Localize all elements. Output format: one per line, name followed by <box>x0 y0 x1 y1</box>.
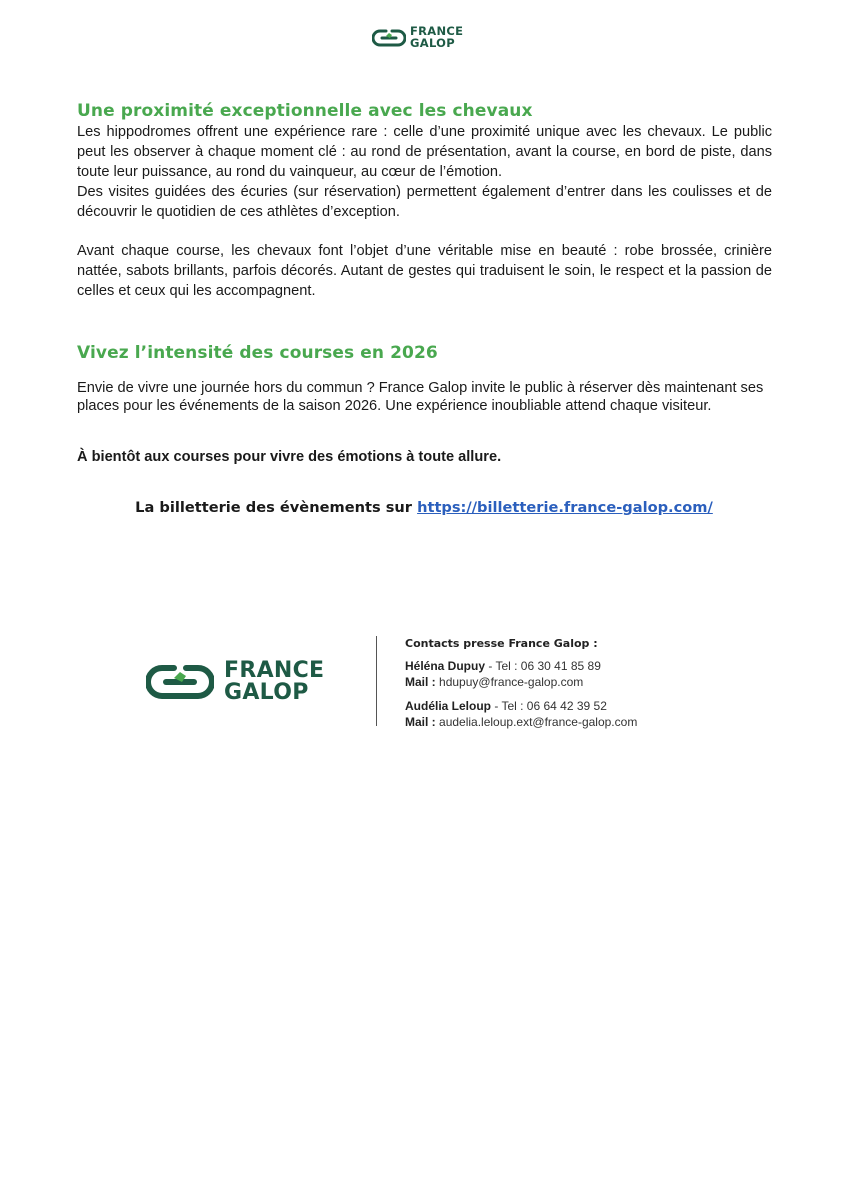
contacts-title: Contacts presse France Galop : <box>405 637 598 650</box>
footer-logo-line2: GALOP <box>224 680 309 705</box>
contact-mail[interactable]: audelia.leloup.ext@france-galop.com <box>439 715 638 729</box>
section1-para3: Avant chaque course, les chevaux font l’objet d’une véritable mise en beauté : robe brossée, crinière nattée, sabots brillants, parfois décorés. Autant de gestes qui traduisent le soin, le respect et la passion de celles et ceux qui les accompagnent. <box>77 243 772 299</box>
contact-tel: - Tel : 06 30 41 85 89 <box>485 659 601 673</box>
contact-row <box>405 658 637 674</box>
contact-name: Héléna Dupuy <box>405 659 486 673</box>
header-logo <box>372 26 463 49</box>
closing-line: À bientôt aux courses pour vivre des émotions à toute allure. <box>77 449 502 465</box>
contacts-divider <box>376 636 377 726</box>
header-logo-text <box>410 26 463 49</box>
footer-logo <box>146 660 324 704</box>
ticketing-line <box>0 499 848 516</box>
contact-row <box>405 698 637 714</box>
section1-para1: Les hippodromes offrent une expérience rare : celle d’une proximité unique avec les chevaux. Le public peut les observer à chaque moment clé : au rond de présentation, avant la course, en bord de piste, dans toute leur puissance, au rond du vainqueur, au cœur de l’émotion. <box>77 124 772 180</box>
section2-heading: Vivez l’intensité des courses en 2026 <box>77 343 438 363</box>
section1-para2: Des visites guidées des écuries (sur réservation) permettent également d’entrer dans les coulisses et de découvrir le quotidien de ces athlètes d’exception. <box>77 184 772 220</box>
horse-logo-icon <box>372 28 406 48</box>
contact-tel: - Tel : 06 64 42 39 52 <box>491 699 607 713</box>
header-logo-line2: GALOP <box>410 35 455 50</box>
section2-para1: Envie de vivre une journée hors du commun ? France Galop invite le public à réserver dès maintenant ses places pour les événements de la saison 2026. Une expérience inoubliable attend chaque visiteur. <box>77 380 764 414</box>
contact-mail-row <box>405 674 637 690</box>
contact-mail-row <box>405 714 637 730</box>
mail-label: Mail : <box>405 715 440 729</box>
footer-logo-text <box>224 660 324 704</box>
press-contacts <box>405 636 637 730</box>
contact-name: Audélia Leloup <box>405 699 492 713</box>
section1-heading: Une proximité exceptionnelle avec les chevaux <box>77 101 533 121</box>
ticketing-link[interactable]: https://billetterie.france-galop.com/ <box>417 499 713 516</box>
header-logo-line1: FRANCE <box>410 24 464 38</box>
contact-mail[interactable]: hdupuy@france-galop.com <box>439 675 584 689</box>
mail-label: Mail : <box>405 675 440 689</box>
horse-logo-icon <box>146 662 214 702</box>
footer-logo-line1: FRANCE <box>224 658 325 683</box>
ticketing-label: La billetterie des évènements sur <box>135 499 418 516</box>
